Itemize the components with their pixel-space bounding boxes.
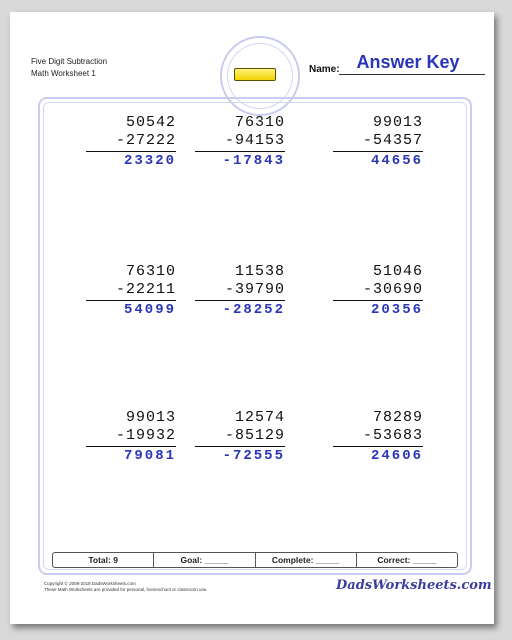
answer: 44656 (370, 153, 423, 169)
problem-5 (195, 263, 285, 319)
minuend: 99013 (125, 409, 176, 426)
copyright-line-2: These Math Worksheets are provided for personal, homeschool or classroom use. (44, 587, 208, 592)
minuend: 51046 (372, 263, 423, 280)
subtrahend: -85129 (224, 427, 285, 444)
minuend: 76310 (125, 263, 176, 280)
answer: 20356 (370, 302, 423, 318)
answer: 24606 (370, 448, 423, 464)
name-line (339, 74, 485, 75)
title-line-2: Math Worksheet 1 (31, 69, 96, 78)
minuend: 12574 (234, 409, 285, 426)
problem-6 (333, 263, 423, 319)
total-cell: Total: 9 (53, 553, 154, 567)
minuend: 99013 (372, 114, 423, 131)
problem-8 (195, 409, 285, 465)
copyright-line-1: Copyright © 2008-2018 DadsWorksheets.com (44, 581, 136, 586)
problem-3 (333, 114, 423, 170)
copyright (44, 581, 208, 593)
answer-key-label: Answer Key (356, 52, 460, 72)
problem-1 (86, 114, 176, 170)
answer: 23320 (123, 153, 176, 169)
worksheet-title (31, 56, 107, 80)
answer: -17843 (222, 153, 285, 169)
answer: -28252 (222, 302, 285, 318)
subtrahend: -30690 (362, 281, 423, 298)
brand-logo: DadsWorksheets.com (336, 578, 492, 593)
answer: 54099 (123, 302, 176, 318)
complete-cell: Complete: _____ (256, 553, 357, 567)
problem-9 (333, 409, 423, 465)
minuend: 76310 (234, 114, 285, 131)
subtrahend: -27222 (115, 132, 176, 149)
subtrahend: -54357 (362, 132, 423, 149)
problems-frame-inner (43, 102, 467, 570)
answer: -72555 (222, 448, 285, 464)
subtrahend: -53683 (362, 427, 423, 444)
subtrahend: -19932 (115, 427, 176, 444)
name-label: Name: (309, 64, 340, 75)
score-table (52, 552, 458, 568)
correct-cell: Correct: _____ (377, 555, 437, 565)
minuend: 11538 (234, 263, 285, 280)
eraser-icon (234, 68, 276, 81)
problem-2 (195, 114, 285, 170)
problem-4 (86, 263, 176, 319)
subtrahend: -94153 (224, 132, 285, 149)
minuend: 78289 (372, 409, 423, 426)
subtrahend: -39790 (224, 281, 285, 298)
goal-cell: Goal: _____ (154, 553, 255, 567)
title-line-1: Five Digit Subtraction (31, 57, 108, 66)
problem-7 (86, 409, 176, 465)
subtrahend: -22211 (115, 281, 176, 298)
answer: 79081 (123, 448, 176, 464)
minuend: 50542 (125, 114, 176, 131)
